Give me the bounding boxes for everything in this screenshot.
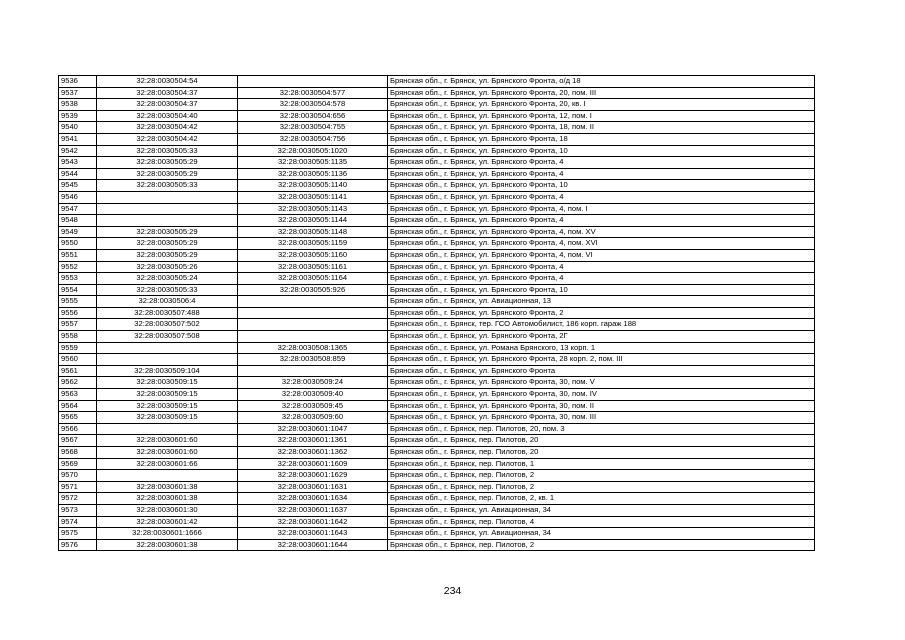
table-row — [59, 226, 815, 238]
land-cadastral-number-cell: 32:28:0030507:508 — [97, 331, 238, 343]
land-cadastral-number-cell: 32:28:0030504:54 — [97, 76, 238, 88]
row-number-cell: 9566 — [59, 423, 97, 435]
table-row — [59, 180, 815, 192]
land-cadastral-number-cell: 32:28:0030509:15 — [97, 377, 238, 389]
object-cadastral-number-cell — [238, 296, 388, 308]
table-row — [59, 319, 815, 331]
land-cadastral-number-cell — [97, 342, 238, 354]
address-cell: Брянская обл., г. Брянск, ул. Брянского Фронта, 18, пом. II — [388, 122, 815, 134]
land-cadastral-number-cell: 32:28:0030601:1666 — [97, 528, 238, 540]
table-row — [59, 145, 815, 157]
land-cadastral-number-cell: 32:28:0030505:29 — [97, 168, 238, 180]
address-cell: Брянская обл., г. Брянск, ул. Брянского Фронта, 4 — [388, 157, 815, 169]
row-number-cell: 9541 — [59, 133, 97, 145]
table-row — [59, 215, 815, 227]
table-row — [59, 203, 815, 215]
object-cadastral-number-cell: 32:28:0030601:1643 — [238, 528, 388, 540]
table-row — [59, 76, 815, 88]
land-cadastral-number-cell: 32:28:0030505:33 — [97, 180, 238, 192]
object-cadastral-number-cell: 32:28:0030505:1143 — [238, 203, 388, 215]
address-cell: Брянская обл., г. Брянск, пер. Пилотов, 2 — [388, 470, 815, 482]
table-row — [59, 99, 815, 111]
address-cell: Брянская обл., г. Брянск, ул. Авиационная, 34 — [388, 528, 815, 540]
row-number-cell: 9572 — [59, 493, 97, 505]
table-row — [59, 435, 815, 447]
land-cadastral-number-cell: 32:28:0030504:40 — [97, 110, 238, 122]
address-cell: Брянская обл., г. Брянск, ул. Брянского Фронта, 30, пом. III — [388, 412, 815, 424]
row-number-cell: 9563 — [59, 389, 97, 401]
row-number-cell: 9556 — [59, 307, 97, 319]
table-row — [59, 423, 815, 435]
land-cadastral-number-cell — [97, 215, 238, 227]
address-cell: Брянская обл., г. Брянск, ул. Брянского Фронта, 18 — [388, 133, 815, 145]
object-cadastral-number-cell: 32:28:0030505:926 — [238, 284, 388, 296]
object-cadastral-number-cell: 32:28:0030601:1642 — [238, 516, 388, 528]
table-row — [59, 296, 815, 308]
address-cell: Брянская обл., г. Брянск, ул. Брянского Фронта, 28 корп. 2, пом. III — [388, 354, 815, 366]
table-row — [59, 191, 815, 203]
row-number-cell: 9559 — [59, 342, 97, 354]
object-cadastral-number-cell: 32:28:0030508:1365 — [238, 342, 388, 354]
object-cadastral-number-cell: 32:28:0030509:24 — [238, 377, 388, 389]
address-cell: Брянская обл., г. Брянск, ул. Брянского Фронта — [388, 365, 815, 377]
object-cadastral-number-cell — [238, 331, 388, 343]
row-number-cell: 9571 — [59, 481, 97, 493]
object-cadastral-number-cell: 32:28:0030601:1634 — [238, 493, 388, 505]
row-number-cell: 9546 — [59, 191, 97, 203]
object-cadastral-number-cell: 32:28:0030504:755 — [238, 122, 388, 134]
row-number-cell: 9552 — [59, 261, 97, 273]
table-row — [59, 249, 815, 261]
table-row — [59, 516, 815, 528]
land-cadastral-number-cell — [97, 203, 238, 215]
land-cadastral-number-cell: 32:28:0030601:60 — [97, 435, 238, 447]
row-number-cell: 9568 — [59, 447, 97, 459]
table-row — [59, 354, 815, 366]
table-row — [59, 377, 815, 389]
row-number-cell: 9536 — [59, 76, 97, 88]
table-row — [59, 493, 815, 505]
row-number-cell: 9537 — [59, 87, 97, 99]
row-number-cell: 9574 — [59, 516, 97, 528]
address-cell: Брянская обл., г. Брянск, ул. Брянского Фронта, 20, кв. I — [388, 99, 815, 111]
land-cadastral-number-cell: 32:28:0030601:38 — [97, 481, 238, 493]
row-number-cell: 9551 — [59, 249, 97, 261]
object-cadastral-number-cell: 32:28:0030601:1609 — [238, 458, 388, 470]
object-cadastral-number-cell — [238, 307, 388, 319]
land-cadastral-number-cell: 32:28:0030504:37 — [97, 87, 238, 99]
address-cell: Брянская обл., г. Брянск, пер. Пилотов, 20 — [388, 447, 815, 459]
row-number-cell: 9553 — [59, 273, 97, 285]
land-cadastral-number-cell: 32:28:0030505:29 — [97, 238, 238, 250]
table-row — [59, 504, 815, 516]
table-row — [59, 389, 815, 401]
table-row — [59, 238, 815, 250]
address-cell: Брянская обл., г. Брянск, ул. Брянского Фронта, о/д 18 — [388, 76, 815, 88]
address-cell: Брянская обл., г. Брянск, ул. Брянского Фронта, 12, пом. I — [388, 110, 815, 122]
table-row — [59, 157, 815, 169]
registry-table — [58, 75, 815, 551]
land-cadastral-number-cell: 32:28:0030504:42 — [97, 133, 238, 145]
object-cadastral-number-cell: 32:28:0030504:577 — [238, 87, 388, 99]
address-cell: Брянская обл., г. Брянск, ул. Брянского Фронта, 10 — [388, 145, 815, 157]
table-row — [59, 273, 815, 285]
address-cell: Брянская обл., г. Брянск, тер. ГСО Автомобилист, 186 корп. гараж 188 — [388, 319, 815, 331]
address-cell: Брянская обл., г. Брянск, ул. Брянского Фронта, 4, пом. XV — [388, 226, 815, 238]
row-number-cell: 9554 — [59, 284, 97, 296]
object-cadastral-number-cell: 32:28:0030505:1144 — [238, 215, 388, 227]
object-cadastral-number-cell — [238, 319, 388, 331]
land-cadastral-number-cell: 32:28:0030509:104 — [97, 365, 238, 377]
table-row — [59, 110, 815, 122]
land-cadastral-number-cell: 32:28:0030601:60 — [97, 447, 238, 459]
address-cell: Брянская обл., г. Брянск, ул. Брянского Фронта, 4 — [388, 273, 815, 285]
land-cadastral-number-cell — [97, 354, 238, 366]
address-cell: Брянская обл., г. Брянск, ул. Брянского Фронта, 2Г — [388, 331, 815, 343]
land-cadastral-number-cell: 32:28:0030601:38 — [97, 493, 238, 505]
address-cell: Брянская обл., г. Брянск, ул. Авиационная, 13 — [388, 296, 815, 308]
table-row — [59, 261, 815, 273]
object-cadastral-number-cell: 32:28:0030601:1631 — [238, 481, 388, 493]
object-cadastral-number-cell: 32:28:0030505:1161 — [238, 261, 388, 273]
table-row — [59, 168, 815, 180]
object-cadastral-number-cell: 32:28:0030504:656 — [238, 110, 388, 122]
address-cell: Брянская обл., г. Брянск, ул. Авиационная, 34 — [388, 504, 815, 516]
row-number-cell: 9560 — [59, 354, 97, 366]
object-cadastral-number-cell — [238, 76, 388, 88]
land-cadastral-number-cell: 32:28:0030507:502 — [97, 319, 238, 331]
address-cell: Брянская обл., г. Брянск, ул. Брянского Фронта, 4 — [388, 168, 815, 180]
row-number-cell: 9543 — [59, 157, 97, 169]
land-cadastral-number-cell: 32:28:0030509:15 — [97, 412, 238, 424]
object-cadastral-number-cell: 32:28:0030601:1644 — [238, 539, 388, 551]
object-cadastral-number-cell: 32:28:0030509:60 — [238, 412, 388, 424]
land-cadastral-number-cell: 32:28:0030507:488 — [97, 307, 238, 319]
object-cadastral-number-cell: 32:28:0030504:578 — [238, 99, 388, 111]
object-cadastral-number-cell: 32:28:0030509:40 — [238, 389, 388, 401]
object-cadastral-number-cell: 32:28:0030505:1164 — [238, 273, 388, 285]
land-cadastral-number-cell — [97, 423, 238, 435]
row-number-cell: 9567 — [59, 435, 97, 447]
row-number-cell: 9538 — [59, 99, 97, 111]
land-cadastral-number-cell — [97, 470, 238, 482]
table-row — [59, 528, 815, 540]
row-number-cell: 9549 — [59, 226, 97, 238]
row-number-cell: 9550 — [59, 238, 97, 250]
address-cell: Брянская обл., г. Брянск, ул. Брянского Фронта, 4 — [388, 191, 815, 203]
row-number-cell: 9562 — [59, 377, 97, 389]
address-cell: Брянская обл., г. Брянск, ул. Брянского Фронта, 2 — [388, 307, 815, 319]
land-cadastral-number-cell: 32:28:0030601:38 — [97, 539, 238, 551]
row-number-cell: 9569 — [59, 458, 97, 470]
address-cell: Брянская обл., г. Брянск, пер. Пилотов, 20, пом. 3 — [388, 423, 815, 435]
land-cadastral-number-cell — [97, 191, 238, 203]
object-cadastral-number-cell: 32:28:0030505:1135 — [238, 157, 388, 169]
land-cadastral-number-cell: 32:28:0030504:42 — [97, 122, 238, 134]
address-cell: Брянская обл., г. Брянск, ул. Брянского Фронта, 10 — [388, 284, 815, 296]
address-cell: Брянская обл., г. Брянск, ул. Брянского Фронта, 30, пом. V — [388, 377, 815, 389]
land-cadastral-number-cell: 32:28:0030506:4 — [97, 296, 238, 308]
row-number-cell: 9539 — [59, 110, 97, 122]
row-number-cell: 9565 — [59, 412, 97, 424]
object-cadastral-number-cell: 32:28:0030505:1141 — [238, 191, 388, 203]
row-number-cell: 9573 — [59, 504, 97, 516]
land-cadastral-number-cell: 32:28:0030505:29 — [97, 157, 238, 169]
table-row — [59, 400, 815, 412]
land-cadastral-number-cell: 32:28:0030509:15 — [97, 389, 238, 401]
row-number-cell: 9570 — [59, 470, 97, 482]
address-cell: Брянская обл., г. Брянск, ул. Брянского Фронта, 30, пом. II — [388, 400, 815, 412]
table-row — [59, 342, 815, 354]
object-cadastral-number-cell: 32:28:0030505:1160 — [238, 249, 388, 261]
address-cell: Брянская обл., г. Брянск, ул. Брянского Фронта, 4 — [388, 261, 815, 273]
table-row — [59, 122, 815, 134]
page-number: 234 — [443, 585, 462, 597]
table-row — [59, 539, 815, 551]
table-row — [59, 447, 815, 459]
row-number-cell: 9564 — [59, 400, 97, 412]
address-cell: Брянская обл., г. Брянск, ул. Брянского Фронта, 4, пом. I — [388, 203, 815, 215]
land-cadastral-number-cell: 32:28:0030601:42 — [97, 516, 238, 528]
table-row — [59, 481, 815, 493]
address-cell: Брянская обл., г. Брянск, пер. Пилотов, 4 — [388, 516, 815, 528]
address-cell: Брянская обл., г. Брянск, пер. Пилотов, 20 — [388, 435, 815, 447]
row-number-cell: 9575 — [59, 528, 97, 540]
object-cadastral-number-cell: 32:28:0030601:1637 — [238, 504, 388, 516]
address-cell: Брянская обл., г. Брянск, пер. Пилотов, 1 — [388, 458, 815, 470]
object-cadastral-number-cell: 32:28:0030505:1159 — [238, 238, 388, 250]
row-number-cell: 9542 — [59, 145, 97, 157]
table-row — [59, 365, 815, 377]
object-cadastral-number-cell: 32:28:0030504:756 — [238, 133, 388, 145]
row-number-cell: 9545 — [59, 180, 97, 192]
address-cell: Брянская обл., г. Брянск, ул. Романа Брянского, 13 корп. 1 — [388, 342, 815, 354]
address-cell: Брянская обл., г. Брянск, пер. Пилотов, 2, кв. 1 — [388, 493, 815, 505]
table-row — [59, 458, 815, 470]
land-cadastral-number-cell: 32:28:0030504:37 — [97, 99, 238, 111]
table-row — [59, 412, 815, 424]
land-cadastral-number-cell: 32:28:0030509:15 — [97, 400, 238, 412]
object-cadastral-number-cell: 32:28:0030509:45 — [238, 400, 388, 412]
table-row — [59, 307, 815, 319]
address-cell: Брянская обл., г. Брянск, ул. Брянского Фронта, 20, пом. III — [388, 87, 815, 99]
land-cadastral-number-cell: 32:28:0030505:24 — [97, 273, 238, 285]
address-cell: Брянская обл., г. Брянск, ул. Брянского Фронта, 4, пом. VI — [388, 249, 815, 261]
land-cadastral-number-cell: 32:28:0030601:66 — [97, 458, 238, 470]
address-cell: Брянская обл., г. Брянск, ул. Брянского Фронта, 10 — [388, 180, 815, 192]
object-cadastral-number-cell: 32:28:0030505:1136 — [238, 168, 388, 180]
table-row — [59, 470, 815, 482]
address-cell: Брянская обл., г. Брянск, пер. Пилотов, 2 — [388, 539, 815, 551]
table-row — [59, 284, 815, 296]
row-number-cell: 9544 — [59, 168, 97, 180]
row-number-cell: 9548 — [59, 215, 97, 227]
land-cadastral-number-cell: 32:28:0030505:26 — [97, 261, 238, 273]
object-cadastral-number-cell: 32:28:0030505:1148 — [238, 226, 388, 238]
row-number-cell: 9547 — [59, 203, 97, 215]
address-cell: Брянская обл., г. Брянск, ул. Брянского Фронта, 4 — [388, 215, 815, 227]
address-cell: Брянская обл., г. Брянск, ул. Брянского Фронта, 4, пом. XVI — [388, 238, 815, 250]
registry-table-body — [59, 76, 815, 551]
row-number-cell: 9576 — [59, 539, 97, 551]
table-row — [59, 331, 815, 343]
object-cadastral-number-cell: 32:28:0030505:1140 — [238, 180, 388, 192]
object-cadastral-number-cell: 32:28:0030505:1020 — [238, 145, 388, 157]
land-cadastral-number-cell: 32:28:0030505:29 — [97, 249, 238, 261]
address-cell: Брянская обл., г. Брянск, пер. Пилотов, 2 — [388, 481, 815, 493]
object-cadastral-number-cell: 32:28:0030601:1047 — [238, 423, 388, 435]
object-cadastral-number-cell: 32:28:0030601:1361 — [238, 435, 388, 447]
table-row — [59, 87, 815, 99]
land-cadastral-number-cell: 32:28:0030505:33 — [97, 145, 238, 157]
object-cadastral-number-cell — [238, 365, 388, 377]
land-cadastral-number-cell: 32:28:0030505:29 — [97, 226, 238, 238]
row-number-cell: 9558 — [59, 331, 97, 343]
object-cadastral-number-cell: 32:28:0030601:1362 — [238, 447, 388, 459]
table-row — [59, 133, 815, 145]
row-number-cell: 9555 — [59, 296, 97, 308]
address-cell: Брянская обл., г. Брянск, ул. Брянского Фронта, 30, пом. IV — [388, 389, 815, 401]
row-number-cell: 9557 — [59, 319, 97, 331]
row-number-cell: 9561 — [59, 365, 97, 377]
row-number-cell: 9540 — [59, 122, 97, 134]
land-cadastral-number-cell: 32:28:0030601:30 — [97, 504, 238, 516]
land-cadastral-number-cell: 32:28:0030505:33 — [97, 284, 238, 296]
object-cadastral-number-cell: 32:28:0030508:859 — [238, 354, 388, 366]
object-cadastral-number-cell: 32:28:0030601:1629 — [238, 470, 388, 482]
